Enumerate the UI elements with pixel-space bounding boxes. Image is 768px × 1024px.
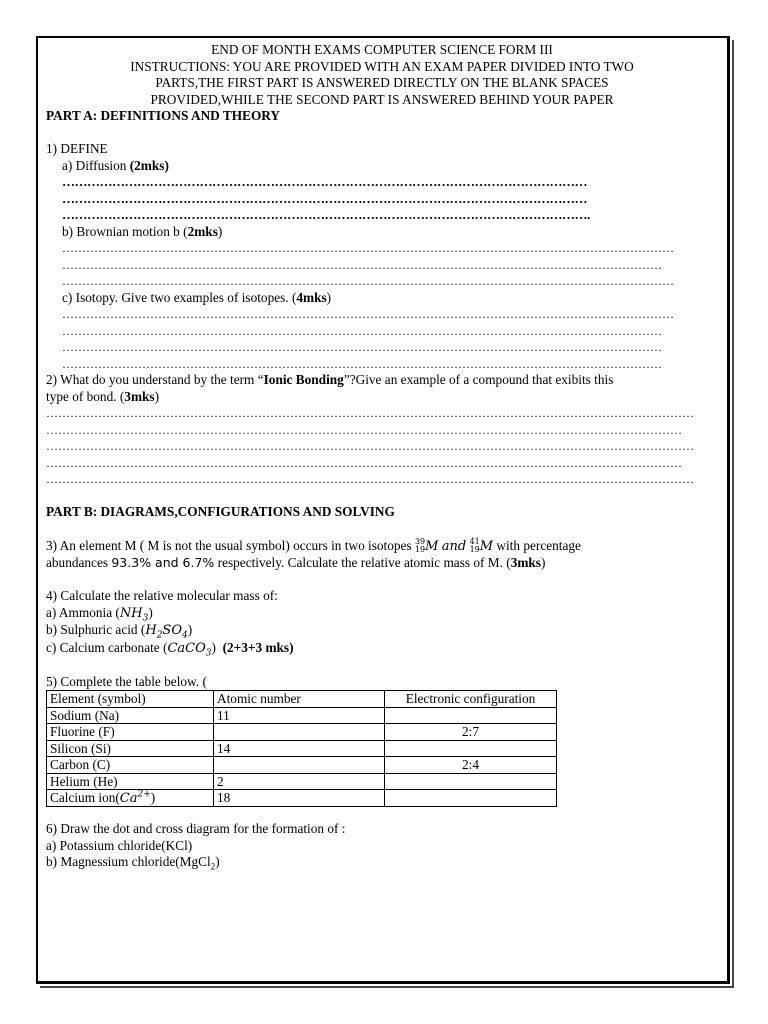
q6a: a) Potassium chloride(KCl) [46, 837, 193, 853]
q5-stem: 5) Complete the table below. ( [46, 673, 207, 689]
atomic-number-cell[interactable]: 18 [214, 790, 385, 807]
answer-line[interactable]: ……………………………………………………………………………………………………………… [62, 174, 587, 189]
q1a: a) Diffusion (2mks) [62, 157, 169, 173]
atomic-number-cell[interactable] [214, 724, 385, 741]
column-header: Electronic configuration [385, 691, 557, 708]
column-header: Element (symbol) [47, 691, 214, 708]
part-a-title: PART A: DEFINITIONS AND THEORY [46, 108, 281, 123]
q4c: c) Calcium carbonate (CaCO$_3$) (2+3+3 mks) [46, 639, 294, 657]
table-row [47, 724, 557, 741]
answer-line[interactable]: ……………………………………………………………………………………………………………………………………………… [46, 406, 694, 420]
q2-line-2: type of bond. (3mks) [46, 388, 160, 404]
config-cell[interactable]: 2:7 [385, 724, 557, 741]
table-row [47, 757, 557, 774]
q3-line-1: 3) An element M ( M is not the usual symbol) occurs in two isotopes 39 19M and 41 19M with percentage [46, 537, 581, 555]
column-header: Atomic number [214, 691, 385, 708]
answer-line[interactable]: …………………………………………………………………………………………………………………………………… [62, 340, 662, 354]
answer-line[interactable]: …………………………………………………………………………………………………………………………………… [62, 356, 662, 371]
answer-line[interactable]: ……………………………………………………………………………………………………………………………………………… [46, 472, 694, 486]
table-row [47, 707, 557, 724]
exam-paper [46, 42, 718, 871]
answer-line[interactable]: …………………………………………………………………………………………………………………………………… [62, 323, 662, 338]
q6-stem: 6) Draw the dot and cross diagram for the formation of : [46, 821, 346, 836]
element-cell: Carbon (C) [47, 757, 214, 774]
config-cell[interactable] [385, 790, 557, 807]
element-cell: Silicon (Si) [47, 740, 214, 757]
answer-line[interactable]: …………………………………………………………………………………………………………………………………………… [46, 455, 682, 470]
table-header-row [47, 691, 557, 708]
answer-line[interactable]: ……………………………………………………………………………………………………………… [62, 190, 587, 206]
answer-line[interactable]: ……………………………………………………………………………………………………………………………………………… [46, 439, 694, 453]
configuration-table [46, 690, 557, 807]
table-row [47, 790, 557, 807]
isotope-39: 39 19M [414, 537, 439, 555]
atomic-number-cell[interactable] [214, 757, 385, 774]
q2-line-1: 2) What do you understand by the term “Ionic Bonding”?Give an example of a compound that exibits this [46, 372, 614, 387]
instructions-line-2: PARTS,THE FIRST PART IS ANSWERED DIRECTLY ON THE BLANK SPACES [155, 75, 609, 90]
instructions-line-1: INSTRUCTIONS: YOU ARE PROVIDED WITH AN EXAM PAPER DIVIDED INTO TWO [130, 58, 634, 74]
element-cell: Calcium $ion(Ca^{2+})$ [47, 790, 214, 807]
answer-line[interactable]: …………………………………………………………………………………………………………………………………………… [46, 422, 682, 437]
exam-title: END OF MONTH EXAMS COMPUTER SCIENCE FORM III [211, 42, 553, 57]
answer-line[interactable]: ……………………………………………………………………………………………………………………………………… [62, 241, 674, 255]
element-cell: Sodium (Na) [47, 707, 214, 724]
answer-line[interactable]: ………………………………………………………………………………………………………………. [62, 207, 590, 222]
atomic-number-cell[interactable]: 2 [214, 773, 385, 790]
config-cell[interactable] [385, 707, 557, 724]
config-cell[interactable] [385, 773, 557, 790]
q4a: a) Ammonia $(NH_3)$ [46, 604, 153, 622]
config-cell[interactable] [385, 740, 557, 757]
q1c: c) Isotopy. Give two examples of isotopes. (4mks) [62, 289, 332, 305]
isotope-41: 41 19M [469, 537, 494, 555]
part-b-title: PART B: DIAGRAMS,CONFIGURATIONS AND SOLVING [46, 504, 395, 519]
element-cell: Helium (He) [47, 773, 214, 790]
q6b: b) Magnessium chloride(MgCl$_2$) [46, 854, 220, 871]
q4-stem: 4) Calculate the relative molecular mass of: [46, 588, 278, 603]
table-row [47, 773, 557, 790]
atomic-number-cell[interactable]: 11 [214, 707, 385, 724]
q1-stem: 1) DEFINE [46, 141, 108, 156]
element-cell: Fluorine (F) [47, 724, 214, 741]
config-cell[interactable]: 2:4 [385, 757, 557, 774]
table-row [47, 740, 557, 757]
answer-line[interactable]: ……………………………………………………………………………………………………………………………………… [62, 274, 674, 288]
answer-line[interactable]: ……………………………………………………………………………………………………………………………………… [62, 307, 674, 321]
q1b: b) Brownian motion b (2mks) [62, 223, 223, 239]
instructions-line-3: PROVIDED,WHILE THE SECOND PART IS ANSWERED BEHIND YOUR PAPER [150, 91, 614, 107]
q4b: b) Sulphuric acid $(H_2SO_4)$ [46, 622, 193, 640]
answer-line[interactable]: …………………………………………………………………………………………………………………………………… [62, 257, 662, 272]
atomic-number-cell[interactable]: 14 [214, 740, 385, 757]
q3-line-2: abundances 93.3% and 6.7% respectively. Calculate the relative atomic mass of M. (3mks) [46, 555, 546, 570]
